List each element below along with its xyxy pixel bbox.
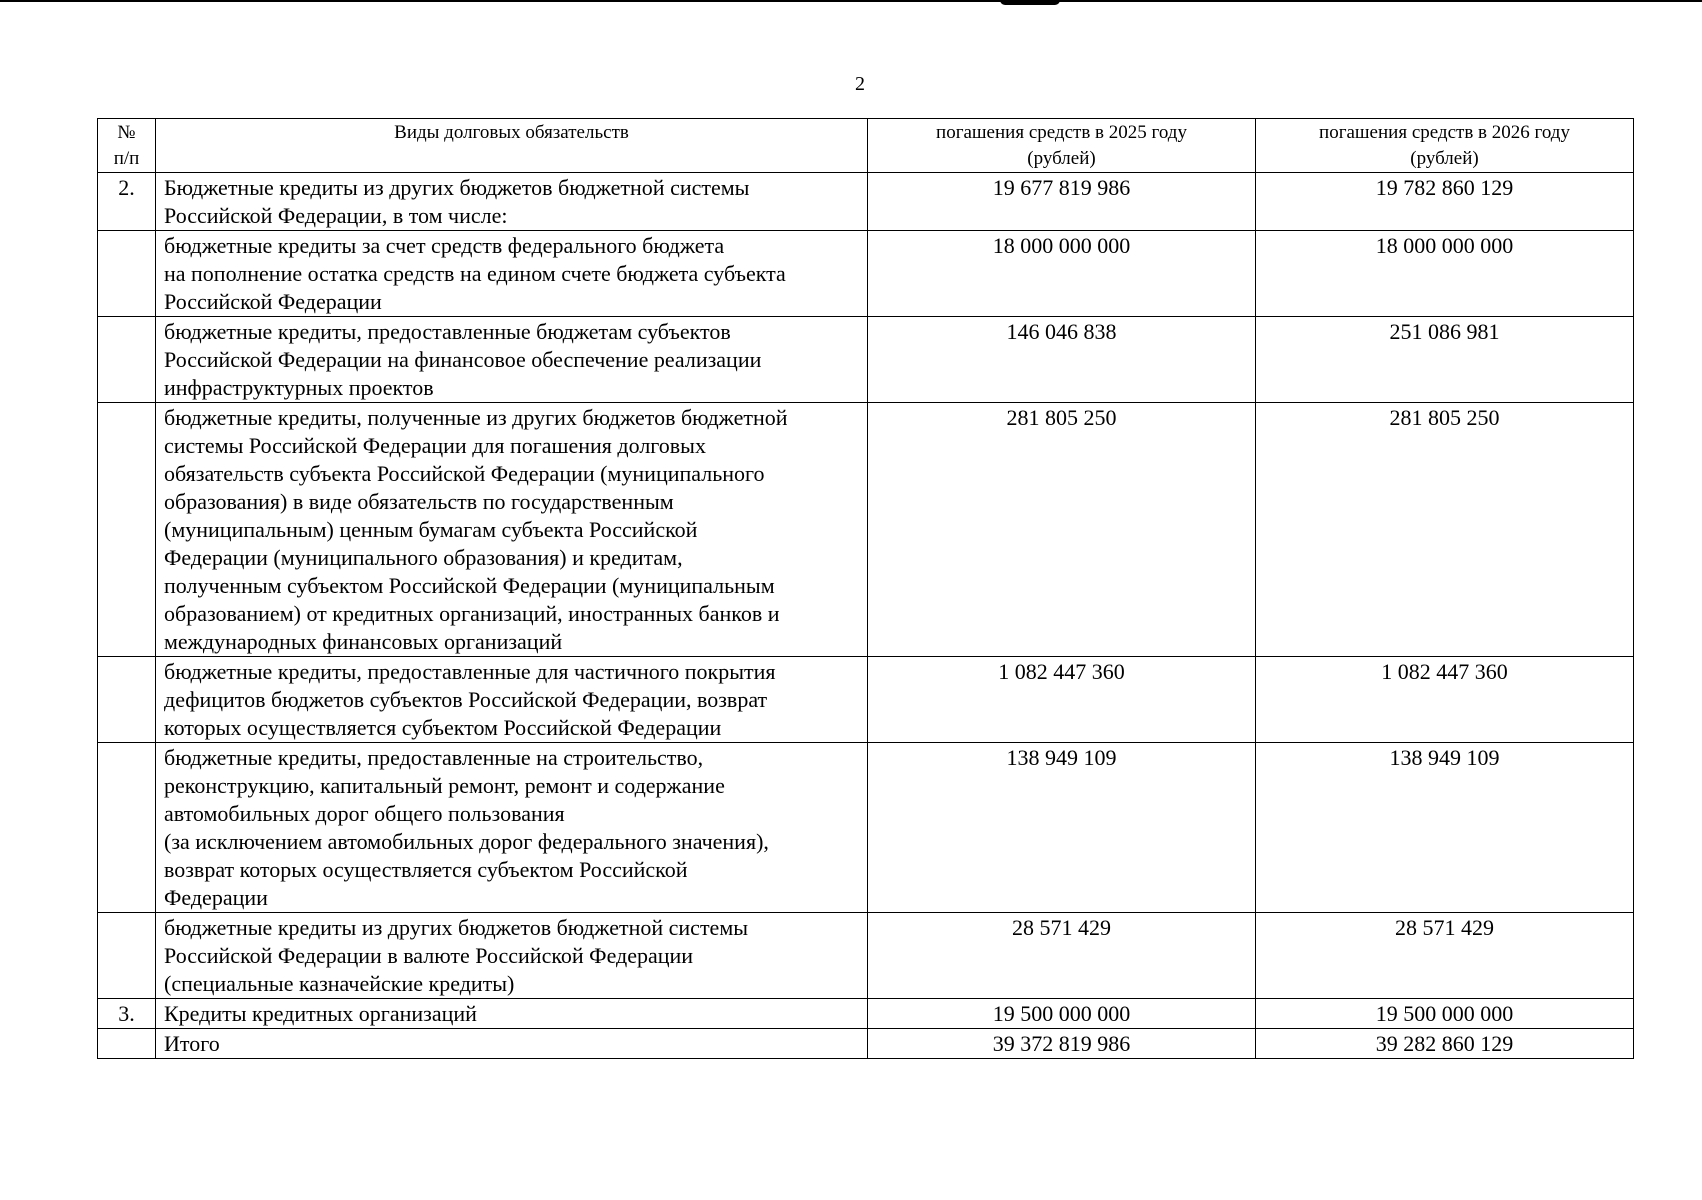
row-number: [98, 403, 156, 657]
row-amount-2026: 251 086 981: [1256, 317, 1634, 403]
row-description: Итого: [156, 1029, 868, 1059]
row-amount-2025: 28 571 429: [868, 913, 1256, 999]
row-number: [98, 743, 156, 913]
row-amount-2026: 19 782 860 129: [1256, 173, 1634, 231]
header-repayment-2026: погашения средств в 2026 году (рублей): [1256, 119, 1634, 173]
row-description: бюджетные кредиты из других бюджетов бюджетной системы Российской Федерации в валюте Российской Федерации (специальные казначейские кредиты): [156, 913, 868, 999]
row-amount-2025: 281 805 250: [868, 403, 1256, 657]
row-amount-2025: 138 949 109: [868, 743, 1256, 913]
row-amount-2025: 39 372 819 986: [868, 1029, 1256, 1059]
row-amount-2025: 146 046 838: [868, 317, 1256, 403]
table-row: [98, 403, 1634, 657]
row-description: бюджетные кредиты, предоставленные на строительство, реконструкцию, капитальный ремонт, ремонт и содержание автомобильных дорог общего пользования (за исключением автомобильных дорог федерального значения), возврат которых осуществляется субъектом Российской Федерации: [156, 743, 868, 913]
row-number: [98, 1029, 156, 1059]
row-amount-2025: 19 677 819 986: [868, 173, 1256, 231]
row-description: Бюджетные кредиты из других бюджетов бюджетной системы Российской Федерации, в том числе:: [156, 173, 868, 231]
row-description: Кредиты кредитных организаций: [156, 999, 868, 1029]
scan-edge-line: [0, 0, 1702, 2]
row-description: бюджетные кредиты, предоставленные бюджетам субъектов Российской Федерации на финансовое обеспечение реализации инфраструктурных проектов: [156, 317, 868, 403]
row-number: [98, 657, 156, 743]
row-number: [98, 231, 156, 317]
row-description: бюджетные кредиты, предоставленные для частичного покрытия дефицитов бюджетов субъектов Российской Федерации, возврат которых осуществляется субъектом Российской Федерации: [156, 657, 868, 743]
row-number: [98, 913, 156, 999]
row-amount-2026: 39 282 860 129: [1256, 1029, 1634, 1059]
table-row: [98, 173, 1634, 231]
header-number: № п/п: [98, 119, 156, 173]
row-number: 2.: [98, 173, 156, 231]
row-description: бюджетные кредиты, полученные из других бюджетов бюджетной системы Российской Федерации для погашения долговых обязательств субъекта Российской Федерации (муниципального образования) в виде обязательств по государственным (муниципальным) ценным бумагам субъекта Российской Федерации (муниципального образования) и кредитам, полученным субъектом Российской Федерации (муниципальным образованием) от кредитных организаций, иностранных банков и международных финансовых организаций: [156, 403, 868, 657]
row-amount-2026: 19 500 000 000: [1256, 999, 1634, 1029]
row-amount-2026: 281 805 250: [1256, 403, 1634, 657]
row-amount-2026: 18 000 000 000: [1256, 231, 1634, 317]
row-amount-2025: 1 082 447 360: [868, 657, 1256, 743]
table-row: [98, 657, 1634, 743]
table-row: [98, 743, 1634, 913]
debt-obligations-table: [97, 118, 1634, 1059]
page-number: 2: [855, 73, 865, 95]
table-row: [98, 317, 1634, 403]
row-number: [98, 317, 156, 403]
table-row: [98, 231, 1634, 317]
header-repayment-2025: погашения средств в 2025 году (рублей): [868, 119, 1256, 173]
header-obligation-type: Виды долговых обязательств: [156, 119, 868, 173]
row-amount-2025: 18 000 000 000: [868, 231, 1256, 317]
table-total-row: [98, 1029, 1634, 1059]
row-amount-2026: 138 949 109: [1256, 743, 1634, 913]
row-amount-2025: 19 500 000 000: [868, 999, 1256, 1029]
row-amount-2026: 1 082 447 360: [1256, 657, 1634, 743]
table-row: [98, 999, 1634, 1029]
table-row: [98, 913, 1634, 999]
row-amount-2026: 28 571 429: [1256, 913, 1634, 999]
row-number: 3.: [98, 999, 156, 1029]
row-description: бюджетные кредиты за счет средств федерального бюджета на пополнение остатка средств на едином счете бюджета субъекта Российской Федерации: [156, 231, 868, 317]
scan-edge-mark: [1000, 0, 1060, 5]
table-header-row: [98, 119, 1634, 173]
